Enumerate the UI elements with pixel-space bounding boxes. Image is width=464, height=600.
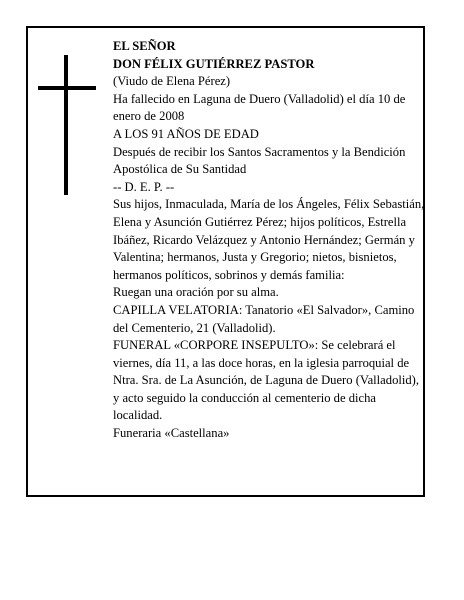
death-info: Ha fallecido en Laguna de Duero (Valladolid) el día 10 de enero de 2008 <box>113 91 406 124</box>
deceased-name: DON FÉLIX GUTIÉRREZ PASTOR <box>113 56 315 71</box>
rip-line: -- D. E. P. -- <box>113 179 175 194</box>
cross-vertical-bar <box>64 55 68 195</box>
sacraments-line: Después de recibir los Santos Sacramentos y la Bendición Apostólica de Su Santidad <box>113 144 406 177</box>
heading-title: EL SEÑOR <box>113 39 176 53</box>
wake-chapel-info: CAPILLA VELATORIA: Tanatorio «El Salvador», Camino del Cementerio, 21 (Valladolid). <box>113 302 415 335</box>
widower-note: (Viudo de Elena Pérez) <box>113 74 231 89</box>
prayer-request: Ruegan una oración por su alma. <box>113 285 279 300</box>
cross-horizontal-bar <box>38 86 96 90</box>
obituary-text <box>113 38 425 443</box>
funeral-info: FUNERAL «CORPORE INSEPULTO»: Se celebrará el viernes, día 11, a las doce horas, en la iglesia parroquial de Ntra. Sra. de La Asunción, de Laguna de Duero (Valladolid), y acto seguido la conducción al cementerio de dicha localidad. <box>113 338 420 423</box>
family-paragraph: Sus hijos, Inmaculada, María de los Ángeles, Félix Sebastián, Elena y Asunción Gutiérrez Pérez; hijos políticos, Estrella Ibáñez, Ricardo Velázquez y Antonio Hernández; Germán y Valentina; hermanos, Justa y Gregorio; nietos, bisnietos, hermanos políticos, sobrinos y demás familia: <box>113 197 425 282</box>
funeral-home: Funeraria «Castellana» <box>113 426 230 441</box>
age-line: A LOS 91 AÑOS DE EDAD <box>113 126 259 141</box>
